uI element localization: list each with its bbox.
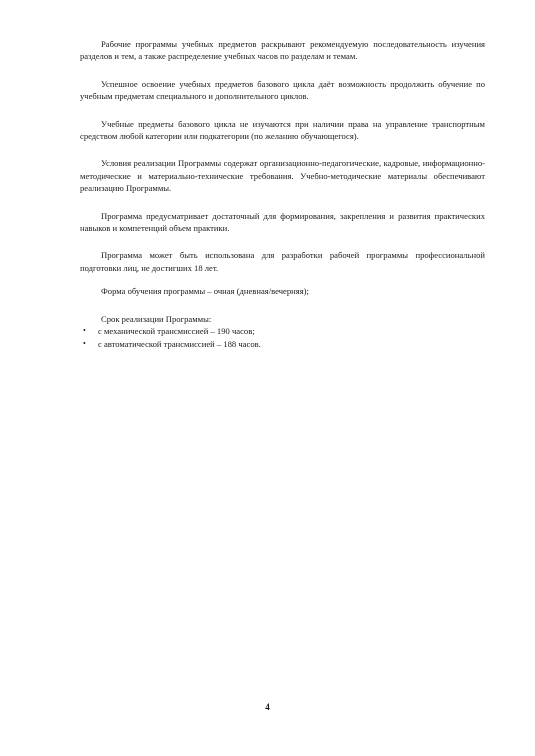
term-list (80, 325, 485, 350)
document-body (80, 38, 485, 350)
page-number: 4 (265, 702, 270, 712)
term-title: Срок реализации Программы: (101, 313, 212, 324)
paragraph-implementation-conditions: Условия реализации Программы содержат организационно-педагогические, кадровые, информационно-методические и материально-технические требования. Учебно-методические материалы обеспечивают реализацию Программы. (80, 158, 485, 194)
term-item-automatic: с автоматической трансмиссией – 188 часов. (98, 338, 261, 349)
paragraph-basic-cycle-exemption: Учебные предметы базового цикла не изучаются при наличии права на управление транспортным средством любой категории или подкатегории (по желанию обучающегося). (80, 118, 485, 142)
paragraph-work-programs: Рабочие программы учебных предметов раскрывают рекомендуемую последовательность изучения разделов и тем, а также распределение учебных часов по разделам и темам. (80, 39, 485, 62)
paragraph-practice-volume: Программа предусматривает достаточный для формирования, закрепления и развития практических навыков и компетенций объем практики. (80, 210, 485, 234)
list-item (80, 338, 485, 350)
paragraph-study-form: Форма обучения программы – очная (дневная/вечерняя); (101, 286, 309, 297)
term-item-manual: с механической трансмиссией – 190 часов; (98, 326, 255, 337)
list-item (80, 325, 485, 337)
bullet-icon: • (83, 326, 86, 336)
paragraph-basic-cycle-mastery: Успешное освоение учебных предметов базового цикла даёт возможность продолжить обучение по учебным предметам специального и дополнительного циклов. (80, 78, 485, 102)
paragraph-under-18: Программа может быть использована для разработки рабочей программы профессиональной подготовки лиц, не достигших 18 лет. (80, 250, 485, 273)
bullet-icon: • (83, 338, 86, 348)
